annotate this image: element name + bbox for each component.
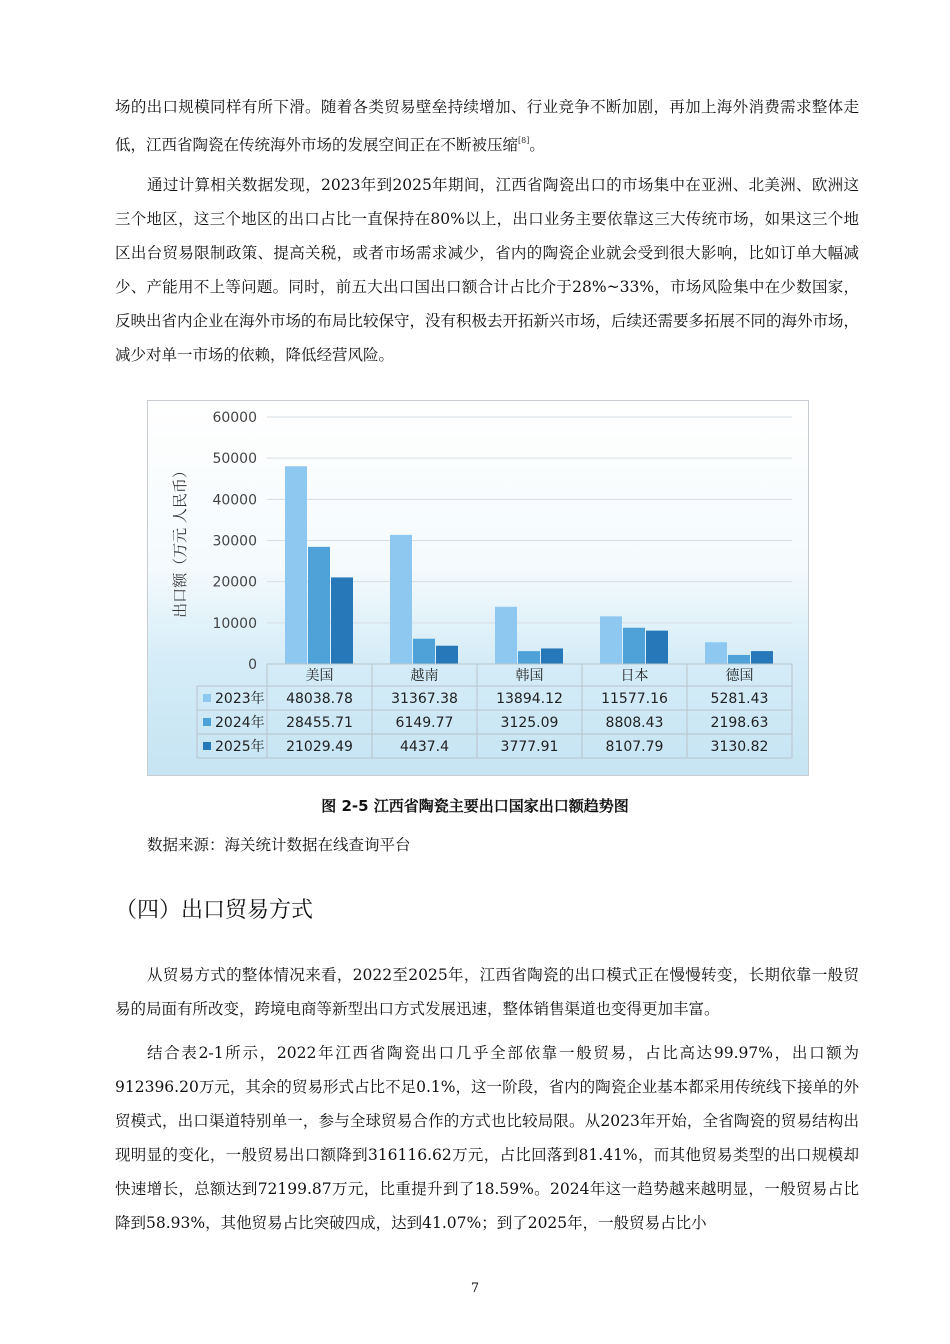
data-source-note: 数据来源：海关统计数据在线查询平台	[147, 836, 411, 854]
bar-2023年-美国	[285, 466, 307, 664]
citation-ref: [8]	[518, 136, 530, 145]
paragraph-1-text: 场的出口规模同样有所下滑。随着各类贸易壁垒持续增加、行业竞争不断加剧，再加上海外消费需求整体走低，江西省陶瓷在传统海外市场的发展空间正在不断被压缩	[115, 98, 859, 154]
y-tick-label: 10000	[212, 615, 257, 632]
bar-2024年-德国	[728, 655, 750, 664]
x-category-label: 越南	[410, 668, 439, 684]
data-label: 2198.63	[710, 715, 769, 731]
data-label: 31367.38	[391, 691, 458, 707]
page-number: 7	[470, 1281, 480, 1296]
bar-2023年-越南	[390, 535, 412, 664]
y-tick-label: 20000	[212, 574, 257, 591]
legend-swatch	[203, 718, 211, 726]
bar-2024年-美国	[308, 547, 330, 664]
data-label: 3777.91	[500, 739, 559, 755]
bar-2024年-越南	[413, 639, 435, 664]
paragraph-4: 结合表2-1所示，2022年江西省陶瓷出口几乎全部依靠一般贸易，占比高达99.97%，出口额为912396.20万元，其余的贸易形式占比不足0.1%，这一阶段，省内的陶瓷企业基本都采用传统线下接单的外贸模式，出口渠道特别单一，参与全球贸易合作的方式也比较局限。从2023年开始，全省陶瓷的贸易结构出现明显的变化，一般贸易出口额降到316116.62万元，占比回落到81.41%，而其他贸易类型的出口规模却快速增长，总额达到72199.87万元，比重提升到了18.59%。2024年这一趋势越来越明显，一般贸易占比降到58.93%，其他贸易占比突破四成，达到41.07%；到了2025年，一般贸易占比小	[115, 1044, 859, 1232]
y-tick-label: 40000	[212, 492, 257, 509]
data-label: 4437.4	[400, 739, 449, 755]
x-category-label: 日本	[620, 668, 649, 684]
data-label: 48038.78	[286, 691, 353, 707]
data-label: 3125.09	[500, 715, 559, 731]
y-axis-label: 出口额（万元 人民币）	[171, 463, 189, 618]
section-heading: （四）出口贸易方式	[115, 898, 314, 923]
x-category-label: 美国	[305, 668, 334, 684]
bar-2025年-越南	[436, 646, 458, 664]
bar-2024年-韩国	[518, 651, 540, 664]
data-label: 6149.77	[395, 715, 454, 731]
y-tick-label: 30000	[212, 533, 257, 550]
chart-frame	[147, 400, 809, 776]
data-label: 8107.79	[605, 739, 664, 755]
bar-2024年-日本	[623, 628, 645, 664]
x-category-label: 德国	[725, 668, 754, 684]
data-label: 8808.43	[605, 715, 664, 731]
paragraph-1-end: 。	[529, 136, 545, 154]
legend-swatch	[203, 742, 211, 750]
bar-2023年-德国	[705, 642, 727, 664]
bar-2025年-德国	[751, 651, 773, 664]
data-label: 13894.12	[496, 691, 563, 707]
bar-2023年-日本	[600, 616, 622, 664]
bar-2025年-美国	[331, 577, 353, 664]
data-label: 11577.16	[601, 691, 668, 707]
legend-entry: 2024年	[215, 715, 265, 731]
export-bar-chart	[147, 400, 809, 776]
data-label: 28455.71	[286, 715, 353, 731]
y-tick-label: 0	[248, 657, 257, 673]
paragraph-1	[115, 90, 859, 162]
bar-2023年-韩国	[495, 607, 517, 664]
data-label: 5281.43	[710, 691, 769, 707]
bar-2025年-日本	[646, 631, 668, 664]
legend-entry: 2023年	[215, 691, 265, 707]
figure-caption: 图 2-5 江西省陶瓷主要出口国家出口额趋势图	[321, 797, 629, 815]
x-category-label: 韩国	[515, 668, 544, 684]
legend-swatch	[203, 694, 211, 702]
data-label: 3130.82	[710, 739, 769, 755]
legend-entry: 2025年	[215, 739, 265, 755]
data-label: 21029.49	[286, 739, 353, 755]
paragraph-3: 从贸易方式的整体情况来看，2022至2025年，江西省陶瓷的出口模式正在慢慢转变，长期依靠一般贸易的局面有所改变，跨境电商等新型出口方式发展迅速，整体销售渠道也变得更加丰富。	[115, 966, 859, 1018]
paragraph-2: 通过计算相关数据发现，2023年到2025年期间，江西省陶瓷出口的市场集中在亚洲、北美洲、欧洲这三个地区，这三个地区的出口占比一直保持在80%以上，出口业务主要依靠这三大传统市场，如果这三个地区出台贸易限制政策、提高关税，或者市场需求减少，省内的陶瓷企业就会受到很大影响，比如订单大幅减少、产能用不上等问题。同时，前五大出口国出口额合计占比介于28%~33%，市场风险集中在少数国家，反映出省内企业在海外市场的布局比较保守，没有积极去开拓新兴市场，后续还需要多拓展不同的海外市场，减少对单一市场的依赖，降低经营风险。	[115, 176, 860, 364]
bar-2025年-韩国	[541, 648, 563, 664]
y-tick-label: 60000	[212, 410, 257, 426]
y-tick-label: 50000	[212, 451, 257, 468]
